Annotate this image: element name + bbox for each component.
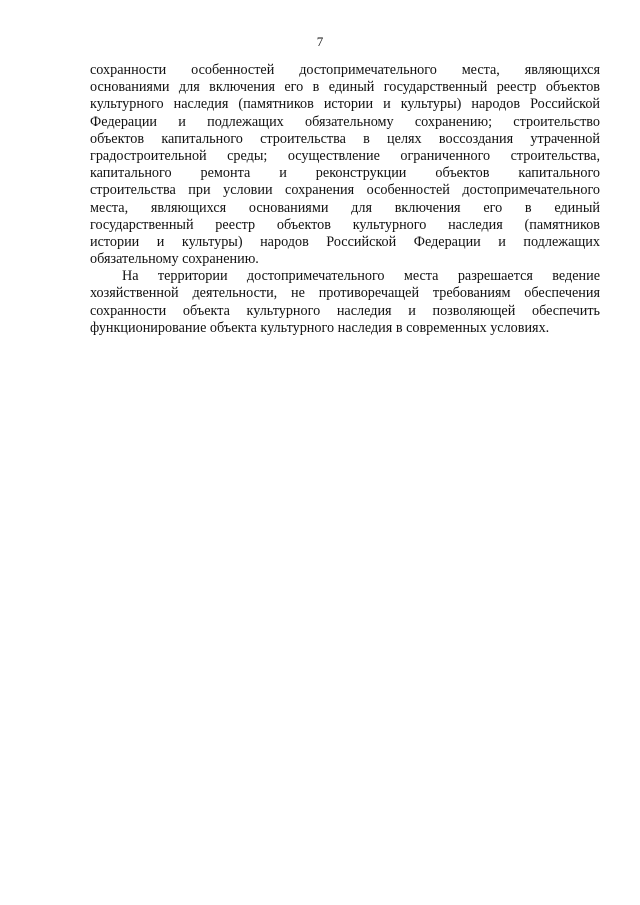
paragraph-1 (90, 62, 600, 268)
paragraph-line: сохранности особенностей достопримечательного места, являющихся (90, 62, 600, 78)
paragraph-line: места, являющихся основаниями для включения его в единый (90, 199, 600, 216)
paragraph-line: строительства при условии сохранения особенностей достопримечательного (90, 182, 600, 199)
paragraph-line: государственный реестр объектов культурного наследия (памятников (90, 216, 600, 233)
paragraph-line: хозяйственной деятельности, не противоречащей требованиям обеспечения (90, 285, 600, 302)
paragraph-line: культурного наследия (памятников истории и культуры) народов Российской (90, 96, 600, 113)
paragraph-line: истории и культуры) народов Российской Федерации и подлежащих (90, 233, 600, 250)
paragraph-line: капитального ремонта и реконструкции объектов капитального (90, 165, 600, 182)
paragraph-line: Федерации и подлежащих обязательному сохранению; строительство (90, 113, 600, 130)
paragraph-line: объектов капитального строительства в целях воссоздания утраченной (90, 130, 600, 147)
paragraph-2 (90, 268, 600, 337)
paragraph-line: градостроительной среды; осуществление ограниченного строительства, (90, 147, 600, 164)
paragraph-line: функционирование объекта культурного наследия в современных условиях. (90, 319, 550, 336)
paragraph-line: сохранности объекта культурного наследия и позволяющей обеспечить (90, 302, 600, 319)
document-body (90, 62, 600, 337)
paragraph-line: обязательному сохранению. (90, 251, 259, 268)
paragraph-line: основаниями для включения его в единый государственный реестр объектов (90, 79, 600, 96)
page-number: 7 (316, 34, 324, 49)
paragraph-line: На территории достопримечательного места разрешается ведение (122, 268, 600, 285)
